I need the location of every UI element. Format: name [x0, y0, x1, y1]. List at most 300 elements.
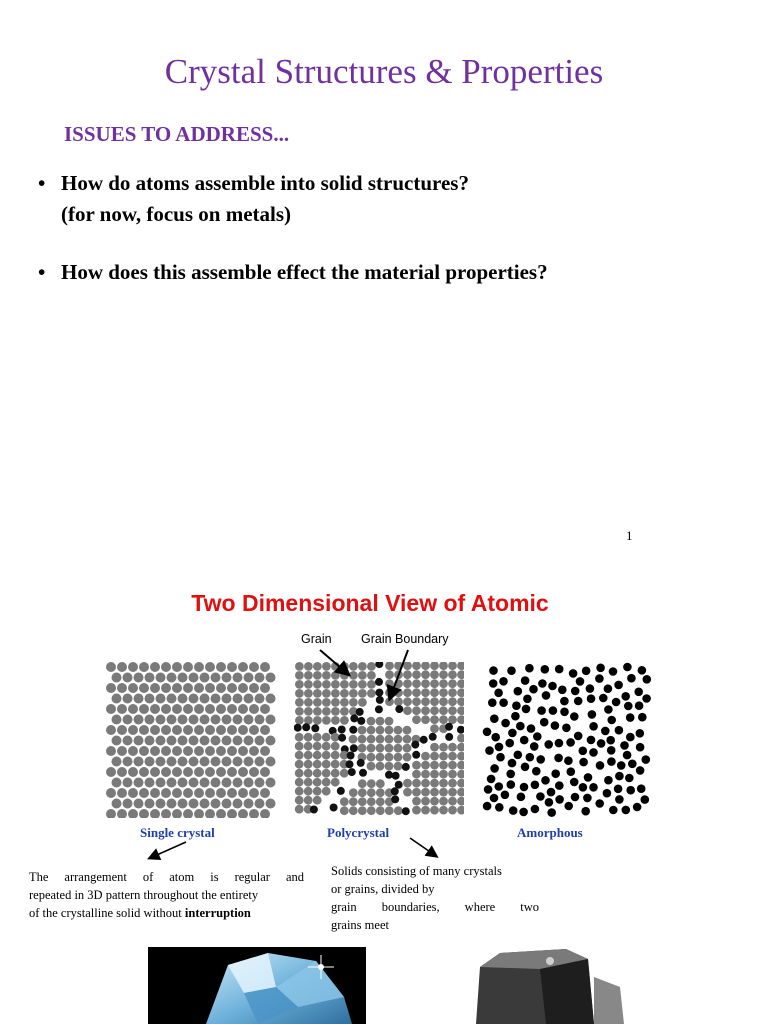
atom [445, 723, 453, 731]
atom [349, 735, 358, 744]
atom [512, 701, 521, 710]
atom [205, 725, 215, 735]
atom [331, 769, 340, 778]
atom [626, 786, 635, 795]
atom [589, 748, 598, 757]
atom [211, 715, 221, 725]
atom [233, 715, 243, 725]
atom [238, 662, 248, 672]
atom [266, 736, 276, 746]
atom [304, 787, 313, 796]
atom [376, 779, 385, 788]
atom [194, 746, 204, 756]
atom [134, 736, 144, 746]
atom [448, 761, 457, 770]
atom [402, 807, 410, 815]
slide-2 [0, 560, 768, 1024]
atom [211, 673, 221, 683]
atom [488, 698, 497, 707]
atom [412, 770, 421, 779]
atom [260, 683, 270, 693]
atom [641, 795, 650, 804]
atom [200, 694, 210, 704]
atom [255, 778, 265, 788]
atom [227, 662, 237, 672]
atom [106, 683, 116, 693]
atom [508, 759, 517, 768]
atom [350, 744, 358, 752]
atom [519, 808, 528, 817]
atom [634, 688, 643, 697]
atom [623, 663, 632, 672]
atom [106, 662, 116, 672]
atom [501, 719, 510, 728]
atom [123, 736, 133, 746]
atom [161, 809, 171, 818]
atom [638, 713, 647, 722]
polycrystal-arrow [410, 838, 436, 856]
atom [295, 769, 304, 778]
atom [589, 722, 598, 731]
atom [227, 725, 237, 735]
atom [612, 698, 621, 707]
atom [541, 665, 550, 674]
atom [540, 718, 549, 727]
atom [211, 778, 221, 788]
atom [189, 799, 199, 809]
atom [349, 788, 358, 797]
atom [391, 795, 399, 803]
atom [595, 674, 604, 683]
atom [128, 725, 138, 735]
atom [238, 704, 248, 714]
atom [322, 742, 331, 751]
atom [358, 744, 367, 753]
atom [313, 778, 322, 787]
atom [156, 757, 166, 767]
atom [205, 767, 215, 777]
atom [626, 713, 635, 722]
atom [310, 806, 318, 814]
atom [244, 694, 254, 704]
atom [385, 726, 394, 735]
atom [112, 715, 122, 725]
atom [194, 662, 204, 672]
atom [304, 760, 313, 769]
atom [555, 739, 564, 748]
atom [412, 779, 421, 788]
atom [614, 785, 623, 794]
atom [112, 694, 122, 704]
atom [331, 742, 340, 751]
atom [266, 778, 276, 788]
atom [614, 681, 623, 690]
atom [430, 752, 439, 761]
atom [627, 674, 636, 683]
atom [582, 667, 591, 676]
atom [403, 744, 412, 753]
atom [161, 725, 171, 735]
atom [227, 704, 237, 714]
atom [511, 712, 520, 721]
atom [412, 806, 421, 815]
atom [633, 803, 642, 812]
atom [178, 715, 188, 725]
atom [604, 705, 613, 714]
atom [525, 664, 534, 673]
atom [330, 804, 338, 812]
atom [123, 673, 133, 683]
atom [491, 733, 500, 742]
atom [227, 767, 237, 777]
atom [183, 788, 193, 798]
atom [313, 742, 322, 751]
atom [536, 792, 545, 801]
atom [216, 809, 226, 818]
grain-arrow [320, 650, 348, 674]
atom [128, 809, 138, 818]
atom [376, 806, 385, 815]
atom [266, 673, 276, 683]
atom [266, 799, 276, 809]
atom [117, 725, 127, 735]
atom [506, 770, 515, 779]
atom [547, 788, 556, 797]
atom [603, 789, 612, 798]
desc-line: The arrangement of atom is regular and [29, 870, 304, 884]
atom [178, 799, 188, 809]
atom [244, 673, 254, 683]
atom [430, 797, 439, 806]
atom [367, 806, 376, 815]
atom [620, 741, 629, 750]
atom [367, 788, 376, 797]
atom [172, 809, 182, 818]
atom [194, 788, 204, 798]
atom [349, 726, 357, 734]
atom [189, 778, 199, 788]
single-crystal-description [29, 868, 304, 922]
atom [222, 778, 232, 788]
atom [189, 736, 199, 746]
atom [394, 735, 403, 744]
atom [200, 715, 210, 725]
atom [313, 733, 322, 742]
atom [533, 732, 542, 741]
atom [348, 768, 356, 776]
atom [340, 797, 349, 806]
atom [547, 808, 556, 817]
bullet-icon: • [38, 171, 46, 195]
atom [624, 702, 633, 711]
atom [117, 683, 127, 693]
atom [134, 778, 144, 788]
atom [139, 788, 149, 798]
atom [322, 778, 331, 787]
atom [430, 806, 439, 815]
atom [484, 785, 493, 794]
atom [227, 683, 237, 693]
atom [128, 662, 138, 672]
mineral-illustration [470, 947, 626, 1024]
atom [599, 694, 608, 703]
atom [558, 686, 567, 695]
atom [117, 767, 127, 777]
atom [490, 764, 499, 773]
atom [260, 725, 270, 735]
single-crystal-figure [106, 662, 276, 818]
atom [520, 783, 529, 792]
atom [183, 767, 193, 777]
atom [194, 683, 204, 693]
atom [636, 766, 645, 775]
atom [322, 787, 331, 796]
atom [178, 736, 188, 746]
atom [244, 736, 254, 746]
atom [349, 797, 358, 806]
atom [403, 735, 412, 744]
atom [560, 708, 569, 717]
atom [391, 787, 399, 795]
atom [579, 747, 588, 756]
atom [194, 767, 204, 777]
atom [178, 757, 188, 767]
atom [349, 806, 358, 815]
atom [338, 734, 346, 742]
atom [156, 694, 166, 704]
atom [505, 739, 514, 748]
atom [421, 752, 430, 761]
atom [161, 767, 171, 777]
atom [548, 682, 557, 691]
atom [139, 767, 149, 777]
atom [172, 788, 182, 798]
atom [636, 729, 645, 738]
atom [172, 704, 182, 714]
atom [421, 779, 430, 788]
desc-line: Solids consisting of many crystals [331, 864, 502, 878]
atom [200, 757, 210, 767]
atom [607, 746, 616, 755]
atom [139, 746, 149, 756]
atom [172, 746, 182, 756]
atom [249, 767, 259, 777]
atom [260, 704, 270, 714]
atom [376, 788, 385, 797]
atom [244, 778, 254, 788]
atom [637, 784, 646, 793]
atom [448, 770, 457, 779]
atom [150, 746, 160, 756]
bullet-text: (for now, focus on metals) [61, 202, 292, 226]
atom [571, 687, 580, 696]
atom [555, 665, 564, 674]
atom [295, 760, 304, 769]
atom [194, 704, 204, 714]
atom [604, 776, 613, 785]
atom [490, 794, 499, 803]
atom [200, 778, 210, 788]
atom [150, 809, 160, 818]
atom [260, 662, 270, 672]
atom [156, 778, 166, 788]
atom [564, 756, 573, 765]
atom [555, 795, 564, 804]
atom [448, 752, 457, 761]
atom [494, 689, 503, 698]
atom [134, 694, 144, 704]
atom [636, 743, 645, 752]
desc-line [29, 904, 304, 922]
bullet-text: How does this assemble effect the material properties? [61, 260, 548, 284]
polycrystal-caption: Polycrystal [327, 825, 390, 840]
atom [412, 761, 421, 770]
atom [531, 805, 540, 814]
atom [621, 692, 630, 701]
atom [340, 806, 349, 815]
atom [385, 806, 394, 815]
atom [145, 673, 155, 683]
atom [521, 763, 530, 772]
slide-title: Two Dimensional View of Atomic [191, 590, 549, 616]
atom [295, 733, 304, 742]
atom [145, 715, 155, 725]
atom [615, 726, 624, 735]
atom [541, 776, 550, 785]
atom [412, 788, 421, 797]
atom [439, 806, 448, 815]
atom [439, 770, 448, 779]
atom [244, 757, 254, 767]
atom [255, 694, 265, 704]
atom [172, 767, 182, 777]
atom [249, 704, 259, 714]
atom [439, 797, 448, 806]
atom [507, 666, 516, 675]
atom [490, 714, 499, 723]
atom [302, 723, 310, 731]
atom [313, 760, 322, 769]
atom [622, 806, 631, 815]
atom [313, 751, 322, 760]
atom [134, 799, 144, 809]
atom [260, 767, 270, 777]
atom [238, 809, 248, 818]
atom [128, 746, 138, 756]
atom [123, 799, 133, 809]
atom [178, 673, 188, 683]
atom [112, 778, 122, 788]
atom [403, 788, 412, 797]
grain-arrows [280, 640, 480, 720]
atom [607, 757, 616, 766]
atom [604, 684, 613, 693]
atom [567, 767, 576, 776]
page-number: 1 [626, 528, 633, 543]
atom [304, 778, 313, 787]
bullet-icon: • [38, 260, 46, 284]
atom [313, 796, 322, 805]
atom [106, 788, 116, 798]
atom [439, 779, 448, 788]
atom [642, 755, 651, 764]
atom [139, 662, 149, 672]
atom [358, 788, 367, 797]
atom [576, 677, 585, 686]
amorphous-caption: Amorphous [517, 825, 583, 840]
atom [194, 725, 204, 735]
atom [601, 727, 610, 736]
atom [156, 799, 166, 809]
atom [123, 715, 133, 725]
atom [255, 757, 265, 767]
atom [238, 767, 248, 777]
atom [448, 743, 457, 752]
atom [205, 704, 215, 714]
atom [183, 809, 193, 818]
atom [161, 746, 171, 756]
atom [106, 746, 116, 756]
atom [588, 710, 597, 719]
atom [457, 797, 464, 806]
atom [421, 797, 430, 806]
atom [531, 781, 540, 790]
atom [249, 788, 259, 798]
atom [266, 757, 276, 767]
atom [595, 799, 604, 808]
atom [439, 752, 448, 761]
atom [499, 677, 508, 686]
atom [509, 806, 518, 815]
single-crystal-caption: Single crystal [140, 825, 215, 840]
atom [211, 694, 221, 704]
atom [211, 799, 221, 809]
atom [313, 787, 322, 796]
atom [304, 742, 313, 751]
atom [555, 781, 564, 790]
atom [117, 662, 127, 672]
atom [145, 778, 155, 788]
atom [211, 757, 221, 767]
atom [216, 704, 226, 714]
atom [222, 799, 232, 809]
atom [403, 726, 412, 735]
atom [128, 788, 138, 798]
atom [420, 736, 428, 744]
atom [266, 715, 276, 725]
atom [508, 729, 517, 738]
atom [358, 797, 367, 806]
atom [358, 726, 367, 735]
atom [145, 736, 155, 746]
atom [112, 736, 122, 746]
atom [457, 743, 464, 752]
atom [412, 751, 420, 759]
atom [587, 736, 596, 745]
atom [233, 778, 243, 788]
atom [367, 735, 376, 744]
atom [607, 716, 616, 725]
atom [635, 701, 644, 710]
atom [260, 746, 270, 756]
atom [295, 787, 304, 796]
atom [200, 673, 210, 683]
atom [448, 797, 457, 806]
atom [448, 806, 457, 815]
atom [385, 744, 394, 753]
atom [172, 683, 182, 693]
atom [117, 809, 127, 818]
